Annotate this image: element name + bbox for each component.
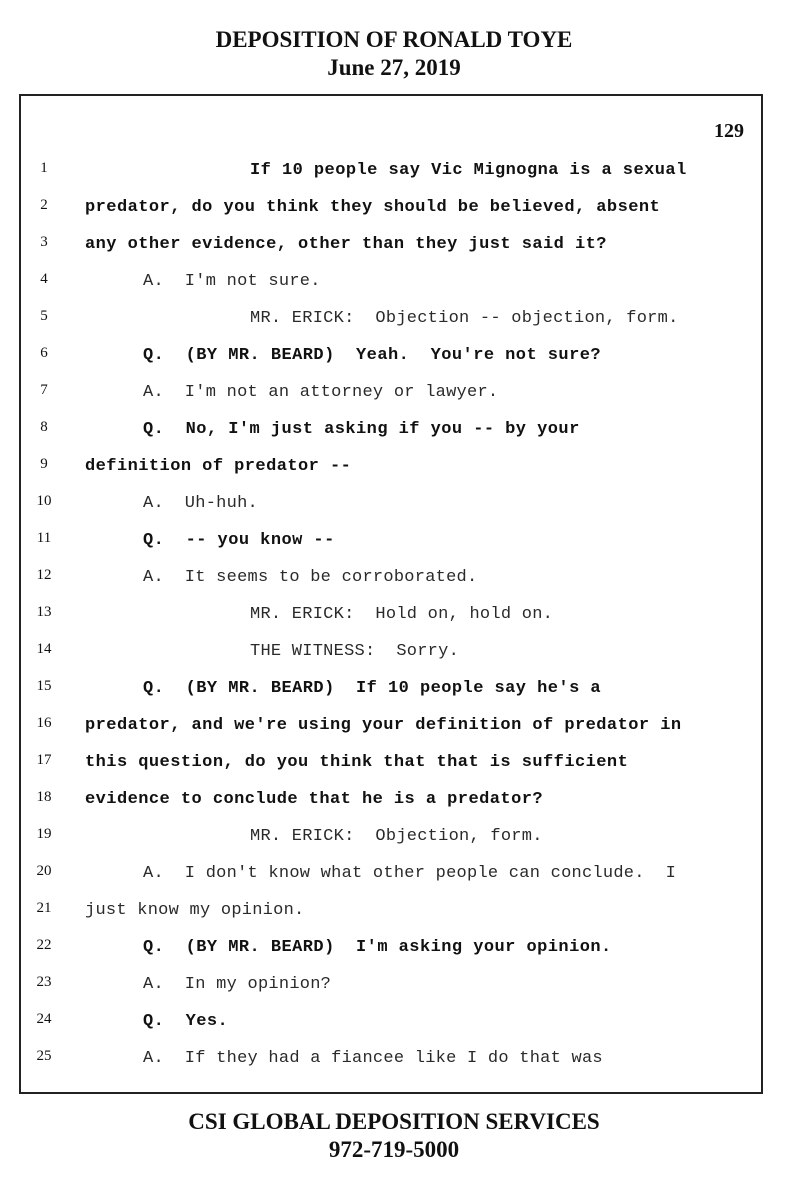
line-text: A. I'm not sure. — [143, 272, 321, 291]
deposition-title: DEPOSITION OF RONALD TOYE — [215, 27, 573, 52]
line-number: 19 — [36, 826, 52, 842]
line-text: MR. ERICK: Objection -- objection, form. — [250, 309, 679, 328]
transcript-line — [21, 1007, 761, 1037]
transcript-line — [21, 452, 761, 482]
line-number: 13 — [36, 604, 52, 620]
transcript-line — [21, 526, 761, 556]
line-number: 14 — [36, 641, 52, 657]
line-text: A. If they had a fiancee like I do that was — [143, 1049, 603, 1068]
deposition-date: June 27, 2019 — [327, 55, 461, 80]
transcript-line — [21, 674, 761, 704]
line-text: MR. ERICK: Objection, form. — [250, 827, 543, 846]
line-text: Q. No, I'm just asking if you -- by your — [143, 420, 580, 439]
transcript-line — [21, 1044, 761, 1074]
transcript-page — [19, 94, 763, 1094]
line-number: 11 — [36, 530, 52, 546]
transcript-line — [21, 711, 761, 741]
line-number: 9 — [40, 456, 48, 472]
line-text: Q. -- you know -- — [143, 531, 335, 550]
line-text: If 10 people say Vic Mignogna is a sexual — [250, 161, 687, 180]
line-text: MR. ERICK: Hold on, hold on. — [250, 605, 554, 624]
transcript-line — [21, 896, 761, 926]
line-text: any other evidence, other than they just said it? — [85, 235, 607, 254]
transcript-line — [21, 600, 761, 630]
line-text: Q. (BY MR. BEARD) If 10 people say he's a — [143, 679, 602, 698]
line-number: 7 — [40, 382, 48, 398]
document-header — [0, 26, 788, 82]
company-name: CSI GLOBAL DEPOSITION SERVICES — [188, 1109, 600, 1134]
line-number: 6 — [40, 345, 48, 361]
line-text: Q. (BY MR. BEARD) I'm asking your opinion. — [143, 938, 612, 957]
company-phone: 972-719-5000 — [328, 1137, 460, 1162]
line-number: 2 — [40, 197, 48, 213]
page-number: 129 — [714, 120, 744, 142]
line-number: 15 — [36, 678, 52, 694]
line-text: A. It seems to be corroborated. — [143, 568, 478, 587]
line-text: THE WITNESS: Sorry. — [250, 642, 460, 661]
document-footer — [0, 1108, 788, 1164]
transcript-line — [21, 933, 761, 963]
line-text: A. Uh-huh. — [143, 494, 258, 513]
transcript-line — [21, 822, 761, 852]
transcript-line — [21, 156, 761, 186]
transcript-line — [21, 489, 761, 519]
transcript-line — [21, 970, 761, 1000]
line-number: 10 — [36, 493, 52, 509]
line-text: Q. Yes. — [143, 1012, 229, 1031]
line-number: 5 — [40, 308, 48, 324]
line-text: definition of predator -- — [85, 457, 352, 476]
line-text: this question, do you think that that is sufficient — [85, 753, 629, 772]
line-text: Q. (BY MR. BEARD) Yeah. You're not sure? — [143, 346, 602, 365]
line-number: 8 — [40, 419, 48, 435]
line-number: 3 — [40, 234, 48, 250]
line-number: 22 — [36, 937, 52, 953]
line-number: 1 — [40, 160, 48, 176]
transcript-line — [21, 267, 761, 297]
line-number: 20 — [36, 863, 52, 879]
transcript-line — [21, 304, 761, 334]
line-text: predator, and we're using your definition of predator in — [85, 716, 682, 735]
line-text: A. I don't know what other people can conclude. I — [143, 864, 677, 883]
line-number: 12 — [36, 567, 52, 583]
line-text: just know my opinion. — [85, 901, 305, 920]
line-text: A. I'm not an attorney or lawyer. — [143, 383, 499, 402]
line-number: 21 — [36, 900, 52, 916]
line-number: 25 — [36, 1048, 52, 1064]
transcript-line — [21, 785, 761, 815]
line-number: 23 — [36, 974, 52, 990]
line-number: 4 — [40, 271, 48, 287]
transcript-line — [21, 193, 761, 223]
line-number: 18 — [36, 789, 52, 805]
transcript-line — [21, 637, 761, 667]
transcript-line — [21, 341, 761, 371]
transcript-line — [21, 230, 761, 260]
line-text: predator, do you think they should be believed, absent — [85, 198, 661, 217]
line-text: evidence to conclude that he is a predator? — [85, 790, 544, 809]
transcript-line — [21, 415, 761, 445]
line-number: 16 — [36, 715, 52, 731]
transcript-line — [21, 563, 761, 593]
line-number: 24 — [36, 1011, 52, 1027]
transcript-line — [21, 748, 761, 778]
transcript-line — [21, 859, 761, 889]
line-text: A. In my opinion? — [143, 975, 332, 994]
transcript-line — [21, 378, 761, 408]
line-number: 17 — [36, 752, 52, 768]
